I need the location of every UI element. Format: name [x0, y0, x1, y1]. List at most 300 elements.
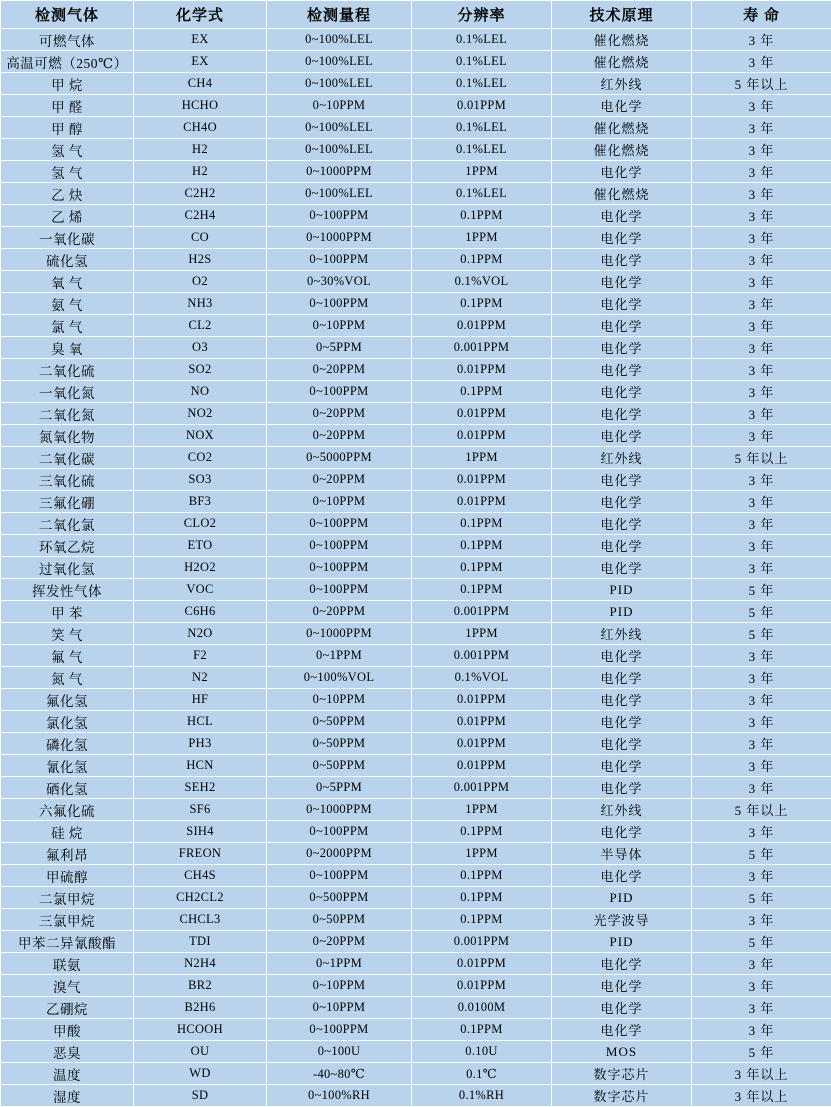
- cell-detection-range: 0~30%VOL: [267, 271, 412, 293]
- table-row: [1, 161, 831, 183]
- cell-chemical-formula: CO: [134, 227, 267, 249]
- cell-resolution: 0.1%LEL: [412, 51, 552, 73]
- cell-technology-principle: 电化学: [552, 205, 692, 227]
- cell-detection-range: 0~100PPM: [267, 579, 412, 601]
- cell-detection-range: 0~50PPM: [267, 909, 412, 931]
- cell-lifespan: 3 年以上: [692, 1063, 831, 1085]
- cell-detection-range: 0~100%LEL: [267, 29, 412, 51]
- table-row: [1, 95, 831, 117]
- cell-gas-name: 氟 气: [1, 645, 134, 667]
- cell-lifespan: 3 年: [692, 733, 831, 755]
- cell-lifespan: 3 年: [692, 403, 831, 425]
- cell-gas-name: 二氧化氮: [1, 403, 134, 425]
- cell-technology-principle: 红外线: [552, 623, 692, 645]
- cell-detection-range: 0~10PPM: [267, 95, 412, 117]
- cell-technology-principle: 电化学: [552, 271, 692, 293]
- cell-detection-range: 0~1000PPM: [267, 623, 412, 645]
- cell-gas-name: 联氨: [1, 953, 134, 975]
- cell-detection-range: 0~20PPM: [267, 469, 412, 491]
- cell-chemical-formula: FREON: [134, 843, 267, 865]
- table-row: [1, 667, 831, 689]
- table-row: [1, 557, 831, 579]
- cell-resolution: 1PPM: [412, 227, 552, 249]
- cell-detection-range: 0~100PPM: [267, 249, 412, 271]
- cell-chemical-formula: NO2: [134, 403, 267, 425]
- cell-gas-name: 二氧化氯: [1, 513, 134, 535]
- cell-technology-principle: 电化学: [552, 689, 692, 711]
- cell-chemical-formula: HCOOH: [134, 1019, 267, 1041]
- table-row: [1, 337, 831, 359]
- cell-chemical-formula: SEH2: [134, 777, 267, 799]
- table-row: [1, 645, 831, 667]
- cell-chemical-formula: H2S: [134, 249, 267, 271]
- cell-gas-name: 高温可燃（250℃）: [1, 51, 134, 73]
- cell-chemical-formula: CO2: [134, 447, 267, 469]
- cell-resolution: 0.01PPM: [412, 953, 552, 975]
- cell-lifespan: 3 年: [692, 205, 831, 227]
- table-row: [1, 183, 831, 205]
- cell-detection-range: 0~20PPM: [267, 359, 412, 381]
- cell-chemical-formula: NH3: [134, 293, 267, 315]
- cell-lifespan: 3 年: [692, 711, 831, 733]
- cell-technology-principle: PID: [552, 579, 692, 601]
- table-row: [1, 1063, 831, 1085]
- cell-lifespan: 3 年: [692, 271, 831, 293]
- cell-resolution: 0.01PPM: [412, 469, 552, 491]
- cell-gas-name: 乙 炔: [1, 183, 134, 205]
- cell-technology-principle: 半导体: [552, 843, 692, 865]
- cell-resolution: 0.1PPM: [412, 1019, 552, 1041]
- cell-lifespan: 3 年: [692, 535, 831, 557]
- table-row: [1, 579, 831, 601]
- cell-lifespan: 5 年: [692, 887, 831, 909]
- cell-gas-name: 一氧化氮: [1, 381, 134, 403]
- cell-chemical-formula: HCL: [134, 711, 267, 733]
- cell-chemical-formula: N2H4: [134, 953, 267, 975]
- cell-resolution: 0.01PPM: [412, 315, 552, 337]
- cell-technology-principle: 催化燃烧: [552, 51, 692, 73]
- cell-chemical-formula: CHCL3: [134, 909, 267, 931]
- cell-gas-name: 过氧化氢: [1, 557, 134, 579]
- cell-gas-name: 氟化氢: [1, 689, 134, 711]
- cell-gas-name: 二氯甲烷: [1, 887, 134, 909]
- cell-gas-name: 甲 苯: [1, 601, 134, 623]
- cell-lifespan: 3 年: [692, 161, 831, 183]
- cell-resolution: 0.001PPM: [412, 931, 552, 953]
- cell-chemical-formula: SO2: [134, 359, 267, 381]
- cell-chemical-formula: C2H4: [134, 205, 267, 227]
- cell-gas-name: 挥发性气体: [1, 579, 134, 601]
- cell-resolution: 1PPM: [412, 161, 552, 183]
- cell-technology-principle: 电化学: [552, 381, 692, 403]
- cell-resolution: 0.1PPM: [412, 249, 552, 271]
- cell-technology-principle: 数字芯片: [552, 1063, 692, 1085]
- cell-gas-name: 氢 气: [1, 161, 134, 183]
- cell-detection-range: 0~100%VOL: [267, 667, 412, 689]
- cell-chemical-formula: O3: [134, 337, 267, 359]
- cell-gas-name: 三氧化硫: [1, 469, 134, 491]
- cell-technology-principle: 电化学: [552, 95, 692, 117]
- cell-chemical-formula: OU: [134, 1041, 267, 1063]
- cell-resolution: 0.01PPM: [412, 711, 552, 733]
- cell-technology-principle: 电化学: [552, 975, 692, 997]
- table-row: [1, 73, 831, 95]
- cell-detection-range: 0~10PPM: [267, 491, 412, 513]
- cell-gas-name: 恶臭: [1, 1041, 134, 1063]
- cell-chemical-formula: N2: [134, 667, 267, 689]
- cell-lifespan: 3 年以上: [692, 1085, 831, 1107]
- cell-gas-name: 六氟化硫: [1, 799, 134, 821]
- cell-gas-name: 温度: [1, 1063, 134, 1085]
- cell-resolution: 0.1PPM: [412, 579, 552, 601]
- cell-technology-principle: 红外线: [552, 447, 692, 469]
- cell-resolution: 0.1PPM: [412, 865, 552, 887]
- cell-gas-name: 笑 气: [1, 623, 134, 645]
- cell-resolution: 0.1PPM: [412, 887, 552, 909]
- cell-resolution: 0.1PPM: [412, 909, 552, 931]
- cell-resolution: 0.1PPM: [412, 821, 552, 843]
- cell-resolution: 0.01PPM: [412, 95, 552, 117]
- cell-gas-name: 臭 氧: [1, 337, 134, 359]
- cell-technology-principle: 红外线: [552, 73, 692, 95]
- cell-lifespan: 5 年: [692, 931, 831, 953]
- table-row: [1, 447, 831, 469]
- cell-chemical-formula: WD: [134, 1063, 267, 1085]
- cell-lifespan: 3 年: [692, 1019, 831, 1041]
- cell-resolution: 1PPM: [412, 843, 552, 865]
- cell-detection-range: 0~100%LEL: [267, 183, 412, 205]
- table-row: [1, 777, 831, 799]
- cell-resolution: 0.001PPM: [412, 645, 552, 667]
- cell-technology-principle: 电化学: [552, 227, 692, 249]
- table-row: [1, 711, 831, 733]
- cell-gas-name: 甲 醛: [1, 95, 134, 117]
- cell-gas-name: 硅 烷: [1, 821, 134, 843]
- cell-resolution: 1PPM: [412, 799, 552, 821]
- cell-chemical-formula: CH4: [134, 73, 267, 95]
- cell-chemical-formula: B2H6: [134, 997, 267, 1019]
- cell-gas-name: 一氧化碳: [1, 227, 134, 249]
- cell-detection-range: 0~1000PPM: [267, 161, 412, 183]
- cell-detection-range: 0~100U: [267, 1041, 412, 1063]
- table-row: [1, 227, 831, 249]
- cell-detection-range: 0~10PPM: [267, 997, 412, 1019]
- table-row: [1, 535, 831, 557]
- cell-gas-name: 硫化氢: [1, 249, 134, 271]
- cell-resolution: 0.0100M: [412, 997, 552, 1019]
- cell-detection-range: 0~100PPM: [267, 381, 412, 403]
- cell-lifespan: 3 年: [692, 953, 831, 975]
- cell-resolution: 0.1PPM: [412, 557, 552, 579]
- table-body: [1, 29, 831, 1107]
- cell-resolution: 1PPM: [412, 623, 552, 645]
- cell-lifespan: 3 年: [692, 975, 831, 997]
- cell-gas-name: 磷化氢: [1, 733, 134, 755]
- cell-resolution: 0.1%LEL: [412, 73, 552, 95]
- cell-detection-range: 0~5PPM: [267, 337, 412, 359]
- cell-resolution: 0.1℃: [412, 1063, 552, 1085]
- cell-detection-range: 0~1000PPM: [267, 799, 412, 821]
- table-row: [1, 865, 831, 887]
- cell-lifespan: 3 年: [692, 777, 831, 799]
- cell-chemical-formula: CH4O: [134, 117, 267, 139]
- cell-lifespan: 3 年: [692, 755, 831, 777]
- cell-chemical-formula: EX: [134, 29, 267, 51]
- cell-chemical-formula: H2: [134, 139, 267, 161]
- table-row: [1, 271, 831, 293]
- table-row: [1, 997, 831, 1019]
- cell-chemical-formula: BR2: [134, 975, 267, 997]
- cell-lifespan: 3 年: [692, 997, 831, 1019]
- cell-lifespan: 3 年: [692, 51, 831, 73]
- cell-chemical-formula: EX: [134, 51, 267, 73]
- cell-technology-principle: 电化学: [552, 293, 692, 315]
- cell-detection-range: -40~80℃: [267, 1063, 412, 1085]
- table-row: [1, 51, 831, 73]
- cell-detection-range: 0~50PPM: [267, 711, 412, 733]
- cell-resolution: 0.001PPM: [412, 601, 552, 623]
- table-row: [1, 117, 831, 139]
- cell-resolution: 0.01PPM: [412, 425, 552, 447]
- cell-detection-range: 0~100PPM: [267, 1019, 412, 1041]
- cell-gas-name: 氟利昂: [1, 843, 134, 865]
- cell-resolution: 0.1%LEL: [412, 183, 552, 205]
- table-row: [1, 139, 831, 161]
- cell-gas-name: 乙硼烷: [1, 997, 134, 1019]
- cell-detection-range: 0~20PPM: [267, 931, 412, 953]
- column-header-chemical-formula: 化学式: [134, 1, 267, 29]
- cell-technology-principle: PID: [552, 601, 692, 623]
- cell-gas-name: 二氧化硫: [1, 359, 134, 381]
- cell-resolution: 0.1PPM: [412, 205, 552, 227]
- cell-technology-principle: 电化学: [552, 645, 692, 667]
- cell-technology-principle: 催化燃烧: [552, 183, 692, 205]
- table-row: [1, 733, 831, 755]
- cell-lifespan: 3 年: [692, 117, 831, 139]
- cell-technology-principle: 电化学: [552, 359, 692, 381]
- cell-resolution: 0.1PPM: [412, 293, 552, 315]
- cell-chemical-formula: NOX: [134, 425, 267, 447]
- cell-chemical-formula: ETO: [134, 535, 267, 557]
- cell-lifespan: 3 年: [692, 425, 831, 447]
- table-row: [1, 931, 831, 953]
- cell-detection-range: 0~100PPM: [267, 205, 412, 227]
- cell-chemical-formula: CL2: [134, 315, 267, 337]
- column-header-detection-range: 检测量程: [267, 1, 412, 29]
- cell-gas-name: 湿度: [1, 1085, 134, 1107]
- cell-chemical-formula: CLO2: [134, 513, 267, 535]
- cell-technology-principle: 光学波导: [552, 909, 692, 931]
- cell-gas-name: 乙 烯: [1, 205, 134, 227]
- cell-gas-name: 氮 气: [1, 667, 134, 689]
- table-row: [1, 315, 831, 337]
- table-row: [1, 623, 831, 645]
- cell-lifespan: 3 年: [692, 645, 831, 667]
- cell-detection-range: 0~100PPM: [267, 535, 412, 557]
- cell-chemical-formula: TDI: [134, 931, 267, 953]
- cell-technology-principle: 电化学: [552, 469, 692, 491]
- cell-resolution: 0.01PPM: [412, 689, 552, 711]
- cell-gas-name: 环氧乙烷: [1, 535, 134, 557]
- cell-chemical-formula: H2O2: [134, 557, 267, 579]
- cell-technology-principle: 电化学: [552, 755, 692, 777]
- table-row: [1, 425, 831, 447]
- cell-gas-name: 氨 气: [1, 293, 134, 315]
- cell-lifespan: 3 年: [692, 95, 831, 117]
- cell-lifespan: 3 年: [692, 315, 831, 337]
- table-row: [1, 491, 831, 513]
- cell-technology-principle: 电化学: [552, 711, 692, 733]
- cell-gas-name: 可燃气体: [1, 29, 134, 51]
- cell-technology-principle: 电化学: [552, 315, 692, 337]
- cell-gas-name: 甲酸: [1, 1019, 134, 1041]
- cell-technology-principle: 电化学: [552, 997, 692, 1019]
- cell-gas-name: 甲 醇: [1, 117, 134, 139]
- table-row: [1, 799, 831, 821]
- cell-detection-range: 0~1PPM: [267, 645, 412, 667]
- table-row: [1, 821, 831, 843]
- cell-technology-principle: 电化学: [552, 667, 692, 689]
- cell-detection-range: 0~20PPM: [267, 403, 412, 425]
- cell-resolution: 0.1%LEL: [412, 139, 552, 161]
- cell-chemical-formula: F2: [134, 645, 267, 667]
- cell-detection-range: 0~10PPM: [267, 315, 412, 337]
- cell-resolution: 0.01PPM: [412, 975, 552, 997]
- cell-gas-name: 溴气: [1, 975, 134, 997]
- cell-technology-principle: 电化学: [552, 777, 692, 799]
- cell-detection-range: 0~100PPM: [267, 821, 412, 843]
- cell-lifespan: 3 年: [692, 909, 831, 931]
- cell-lifespan: 3 年: [692, 689, 831, 711]
- cell-chemical-formula: HF: [134, 689, 267, 711]
- table-row: [1, 205, 831, 227]
- cell-detection-range: 0~2000PPM: [267, 843, 412, 865]
- cell-chemical-formula: VOC: [134, 579, 267, 601]
- cell-chemical-formula: CH4S: [134, 865, 267, 887]
- table-row: [1, 755, 831, 777]
- cell-chemical-formula: HCN: [134, 755, 267, 777]
- column-header-lifespan: 寿 命: [692, 1, 831, 29]
- cell-detection-range: 0~5PPM: [267, 777, 412, 799]
- cell-chemical-formula: BF3: [134, 491, 267, 513]
- cell-lifespan: 3 年: [692, 469, 831, 491]
- cell-lifespan: 3 年: [692, 359, 831, 381]
- cell-resolution: 0.10U: [412, 1041, 552, 1063]
- cell-chemical-formula: SIH4: [134, 821, 267, 843]
- table-row: [1, 1085, 831, 1107]
- cell-technology-principle: 数字芯片: [552, 1085, 692, 1107]
- cell-lifespan: 3 年: [692, 139, 831, 161]
- cell-chemical-formula: N2O: [134, 623, 267, 645]
- cell-gas-name: 三氯甲烷: [1, 909, 134, 931]
- cell-detection-range: 0~10PPM: [267, 689, 412, 711]
- cell-resolution: 0.1PPM: [412, 381, 552, 403]
- cell-resolution: 0.01PPM: [412, 359, 552, 381]
- column-header-resolution: 分辨率: [412, 1, 552, 29]
- table-row: [1, 403, 831, 425]
- cell-technology-principle: 催化燃烧: [552, 29, 692, 51]
- cell-technology-principle: 电化学: [552, 249, 692, 271]
- cell-technology-principle: 电化学: [552, 425, 692, 447]
- table-row: [1, 1019, 831, 1041]
- cell-resolution: 0.1%LEL: [412, 29, 552, 51]
- cell-gas-name: 氯 气: [1, 315, 134, 337]
- cell-lifespan: 3 年: [692, 491, 831, 513]
- cell-technology-principle: 电化学: [552, 557, 692, 579]
- cell-technology-principle: 电化学: [552, 513, 692, 535]
- cell-lifespan: 3 年: [692, 337, 831, 359]
- cell-detection-range: 0~20PPM: [267, 425, 412, 447]
- cell-chemical-formula: SF6: [134, 799, 267, 821]
- cell-lifespan: 3 年: [692, 29, 831, 51]
- cell-technology-principle: 电化学: [552, 1019, 692, 1041]
- cell-detection-range: 0~50PPM: [267, 755, 412, 777]
- cell-lifespan: 5 年: [692, 843, 831, 865]
- cell-detection-range: 0~10PPM: [267, 975, 412, 997]
- cell-detection-range: 0~1PPM: [267, 953, 412, 975]
- cell-detection-range: 0~100%LEL: [267, 51, 412, 73]
- cell-gas-name: 二氧化碳: [1, 447, 134, 469]
- cell-resolution: 0.1%RH: [412, 1085, 552, 1107]
- cell-gas-name: 氯化氢: [1, 711, 134, 733]
- cell-detection-range: 0~20PPM: [267, 601, 412, 623]
- cell-detection-range: 0~50PPM: [267, 733, 412, 755]
- table-row: [1, 887, 831, 909]
- cell-detection-range: 0~100%RH: [267, 1085, 412, 1107]
- column-header-technology-principle: 技术原理: [552, 1, 692, 29]
- cell-detection-range: 0~100%LEL: [267, 73, 412, 95]
- table-row: [1, 843, 831, 865]
- table-row: [1, 29, 831, 51]
- cell-technology-principle: 催化燃烧: [552, 117, 692, 139]
- cell-lifespan: 3 年: [692, 227, 831, 249]
- cell-technology-principle: MOS: [552, 1041, 692, 1063]
- cell-technology-principle: 电化学: [552, 535, 692, 557]
- cell-lifespan: 3 年: [692, 183, 831, 205]
- table-row: [1, 293, 831, 315]
- cell-technology-principle: 电化学: [552, 491, 692, 513]
- cell-technology-principle: 催化燃烧: [552, 139, 692, 161]
- cell-resolution: 0.001PPM: [412, 337, 552, 359]
- cell-technology-principle: 电化学: [552, 337, 692, 359]
- cell-lifespan: 3 年: [692, 293, 831, 315]
- cell-resolution: 0.1PPM: [412, 513, 552, 535]
- cell-gas-name: 三氟化硼: [1, 491, 134, 513]
- table-header-row: [1, 1, 831, 29]
- cell-detection-range: 0~500PPM: [267, 887, 412, 909]
- cell-technology-principle: 电化学: [552, 865, 692, 887]
- cell-gas-name: 硒化氢: [1, 777, 134, 799]
- cell-detection-range: 0~100PPM: [267, 557, 412, 579]
- cell-gas-name: 氧 气: [1, 271, 134, 293]
- table-row: [1, 689, 831, 711]
- cell-chemical-formula: H2: [134, 161, 267, 183]
- cell-chemical-formula: PH3: [134, 733, 267, 755]
- cell-chemical-formula: HCHO: [134, 95, 267, 117]
- table-row: [1, 909, 831, 931]
- cell-resolution: 0.01PPM: [412, 755, 552, 777]
- cell-detection-range: 0~100PPM: [267, 865, 412, 887]
- table-header: [1, 1, 831, 29]
- cell-gas-name: 氮氧化物: [1, 425, 134, 447]
- table-row: [1, 975, 831, 997]
- cell-lifespan: 5 年以上: [692, 799, 831, 821]
- cell-resolution: 0.01PPM: [412, 491, 552, 513]
- cell-technology-principle: 电化学: [552, 953, 692, 975]
- cell-technology-principle: 电化学: [552, 161, 692, 183]
- cell-chemical-formula: O2: [134, 271, 267, 293]
- cell-resolution: 0.01PPM: [412, 733, 552, 755]
